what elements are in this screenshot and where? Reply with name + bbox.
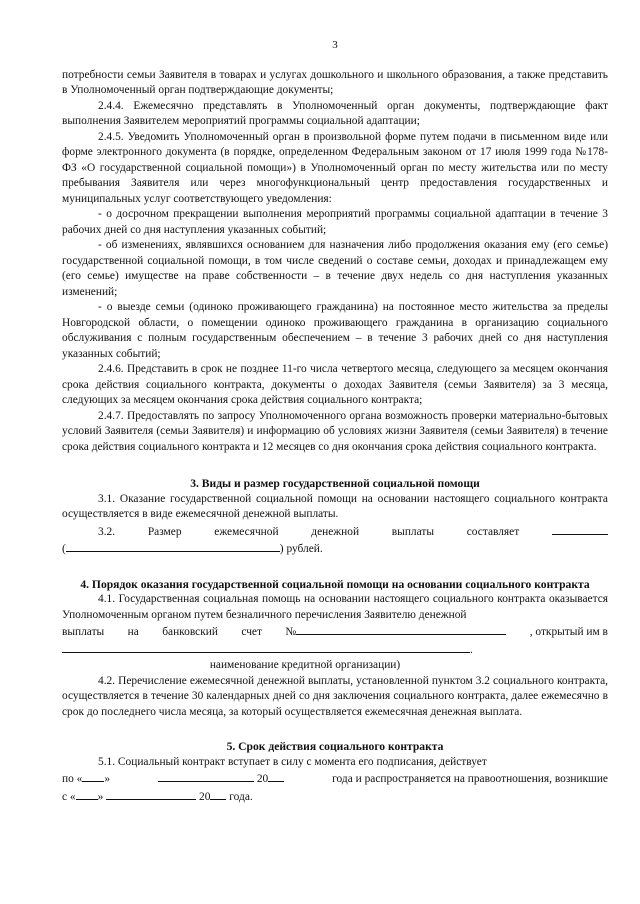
- paragraph-2-4-6: 2.4.6. Представить в срок не позднее 11-го числа четвертого месяца, следующего за месяцем окончания срока действия социального контракта, документы о доходах Заявителя (семьи Заявителя) за 3 месяца, следующих за месяцем окончания срока действия социального контракта;: [62, 363, 608, 406]
- paragraph-5-1-period-line: по « » 20 года и распространяется на правоотношения, возникшие: [62, 770, 608, 788]
- paragraph-3-2-line1: [62, 523, 608, 541]
- paragraph-2-4-4: 2.4.4. Ежемесячно представлять в Уполномоченный орган документы, подтверждающие факт выполнения Заявителем мероприятий программы социальной адаптации;: [62, 99, 608, 127]
- bullet-early-termination: - о досрочном прекращении выполнения мероприятий программы социальной адаптации в течение 3 рабочих дней со дня наступления указанных событий;: [62, 208, 608, 236]
- start-year-blank: [210, 788, 226, 800]
- bank-name-blank: [62, 641, 470, 653]
- p32-word: ежемесячной: [214, 525, 279, 538]
- page-number: 3: [332, 39, 338, 51]
- amount-blank: [552, 523, 608, 535]
- section-3-heading: 3. Виды и размер государственной социальной помощи: [190, 477, 480, 490]
- document-page: [62, 38, 608, 805]
- p32-word: денежной: [311, 525, 360, 538]
- paragraph-4-1: 4.1. Государственная социальная помощь на основании настоящего социального контракта оказывается Уполномоченным органом путем безналичного перечисления Заявителю денежной: [62, 593, 608, 621]
- p32-word: составляет: [466, 525, 520, 538]
- account-number-blank: [296, 623, 506, 635]
- p32-word: выплаты: [391, 525, 434, 538]
- paragraph-4-2: 4.2. Перечисление ежемесячной денежной выплаты, установленной пунктом 3.2 социального контракта, осуществляется в течение 30 календарных дней со дня заключения социального контракта, далее ежемесячно в срок до последнего числа месяца, за который осуществляется ежемесячная денежная выплата.: [62, 674, 608, 718]
- paragraph-3-1: 3.1. Оказание государственной социальной помощи на основании настоящего социального контракта осуществляется в виде ежемесячной денежной выплаты.: [62, 492, 608, 520]
- paragraph-3-2-line2: ( ) рублей.: [62, 540, 608, 558]
- paragraph-2-4-7: 2.4.7. Предоставлять по запросу Уполномоченного органа возможность проверки материально-бытовых условий Заявителя (семьи Заявителя) и информацию об условиях жизни Заявителя (семьи Заявителя) в течение срока действия социального контракта и 12 месяцев со дня окончания срока действия социального контракта.: [62, 409, 608, 453]
- paragraph-2-4-5: 2.4.5. Уведомить Уполномоченный орган в произвольной форме путем подачи в письменном виде или форме электронного документа (в порядке, определенном Федеральным законом от 17 июля 1999 года №178-ФЗ «О государственной социальной помощи») в Уполномоченный орган по месту жительства или по месту пребывания Заявителя или через многофункциональный центр предоставления государственных и муниципальных услуг соответствующего уведомления:: [62, 130, 608, 205]
- p32-word: Размер: [147, 525, 182, 538]
- section-4-heading: 4. Порядок оказания государственной социальной помощи на основании социального контракта: [80, 577, 590, 591]
- bank-name-caption: наименование кредитной организации): [209, 659, 401, 671]
- amount-in-words-blank: [66, 540, 280, 552]
- bullet-relocation: - о выезде семьи (одиноко проживающего гражданина) на постоянное место жительства за пределы Новгородской области, о помещении одиноко проживающего гражданина в организацию социального обслуживания с полным государственным обеспечением – в течение 3 рабочих дней со дня наступления указанных событий;: [62, 301, 608, 360]
- end-day-blank: [82, 770, 104, 782]
- paragraph-5-1: 5.1. Социальный контракт вступает в силу с момента его подписания, действует: [98, 755, 487, 768]
- paragraph-4-1-account-line: выплаты на банковский счет № , открытый им в: [62, 623, 608, 641]
- end-month-blank: [158, 770, 254, 782]
- paragraph-5-1-start-line: с « » 20 года.: [62, 788, 608, 806]
- section-5-heading: 5. Срок действия социального контракта: [226, 740, 444, 753]
- end-year-blank: [268, 770, 284, 782]
- paragraph-continuation: потребности семьи Заявителя в товарах и услугах дошкольного и школьного образования, а также представить в Уполномоченный орган подтверждающие документы;: [62, 68, 608, 96]
- p32-word: 3.2.: [98, 525, 116, 538]
- start-day-blank: [76, 788, 98, 800]
- bullet-changes: - об изменениях, являвшихся основанием для назначения либо продолжения оказания ему (его семье) государственной социальной помощи, в том числе сведений о составе семьи, доходах и принадлежащем ему (его семье) имуществе на праве собственности – в течение двух недель со дня наступления указанных изменений;: [62, 239, 608, 298]
- start-month-blank: [106, 788, 196, 800]
- paragraph-4-1-bank-line: .: [62, 641, 608, 659]
